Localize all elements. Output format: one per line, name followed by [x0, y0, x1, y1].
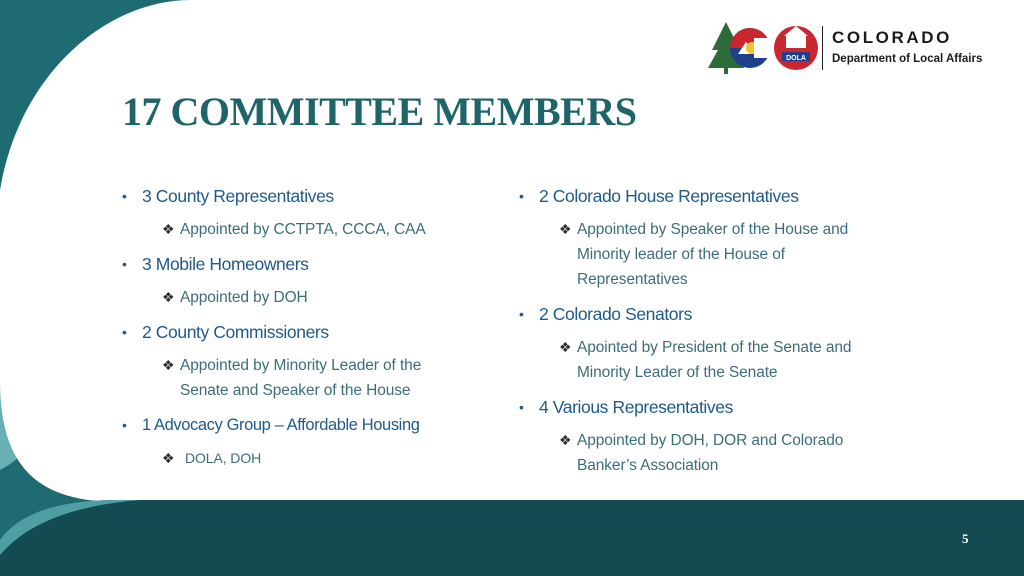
sub-bullet-text: Appointed by CCTPTA, CCCA, CAA — [180, 221, 426, 238]
bullet-dot-icon: • — [519, 306, 524, 322]
bullet-item — [122, 412, 462, 438]
bullet-dot-icon: • — [122, 256, 127, 272]
sub-bullet-text: Appointed by DOH — [180, 289, 308, 306]
bullet-item — [122, 183, 462, 209]
logo-divider — [822, 26, 823, 70]
diamond-bullet-icon: ❖ — [162, 221, 175, 237]
slide-title: 17 COMMITTEE MEMBERS — [122, 89, 637, 134]
bullet-heading: 1 Advocacy Group – Affordable Housing — [142, 416, 420, 434]
sub-bullet-item — [122, 446, 462, 471]
sub-bullet-text: Apointed by President of the Senate and Minority Leader of the Senate — [577, 339, 852, 381]
bullet-dot-icon: • — [519, 188, 524, 204]
page-number: 5 — [962, 531, 969, 546]
diamond-bullet-icon: ❖ — [162, 450, 175, 466]
sub-bullet-item — [519, 428, 859, 478]
sub-bullet-item — [122, 285, 462, 310]
diamond-bullet-icon: ❖ — [162, 289, 175, 305]
sub-bullet-text: DOLA, DOH — [185, 450, 262, 466]
diamond-bullet-icon: ❖ — [162, 357, 175, 373]
bullet-dot-icon: • — [122, 324, 127, 340]
bullet-dot-icon: • — [519, 399, 524, 415]
dola-badge-text: DOLA — [786, 55, 806, 62]
bullet-heading: 2 Colorado House Representatives — [539, 186, 799, 206]
sub-bullet-text: Appointed by DOH, DOR and Colorado Banker’s Association — [577, 432, 844, 474]
diamond-bullet-icon: ❖ — [559, 339, 572, 355]
bullet-item — [519, 301, 859, 327]
dola-badge-icon — [774, 26, 818, 70]
sub-bullet-item — [122, 217, 462, 242]
sub-bullet-text: Appointed by Speaker of the House and Minority leader of the House of Representatives — [577, 221, 849, 288]
bullet-item — [122, 319, 462, 345]
bullet-heading: 3 Mobile Homeowners — [142, 254, 309, 274]
bullet-heading: 4 Various Representatives — [539, 397, 733, 417]
bullet-item — [519, 183, 859, 209]
bullet-item — [519, 394, 859, 420]
sub-bullet-item — [519, 217, 859, 292]
bullet-heading: 2 County Commissioners — [142, 322, 329, 342]
right-column — [519, 183, 859, 487]
bullet-heading: 2 Colorado Senators — [539, 304, 692, 324]
diamond-bullet-icon: ❖ — [559, 432, 572, 448]
sub-bullet-item — [519, 335, 859, 385]
logo-state-name: COLORADO — [832, 28, 952, 47]
sub-bullet-text: Appointed by Minority Leader of the Senate and Speaker of the House — [180, 357, 422, 399]
bullet-dot-icon: • — [122, 417, 127, 433]
sub-bullet-item — [122, 353, 462, 403]
bullet-heading: 3 County Representatives — [142, 186, 334, 206]
diamond-bullet-icon: ❖ — [559, 221, 572, 237]
bullet-dot-icon: • — [122, 188, 127, 204]
left-column — [122, 183, 462, 480]
logo-department-name: Department of Local Affairs — [832, 53, 983, 65]
bullet-item — [122, 251, 462, 277]
colorado-c-icon — [730, 28, 770, 68]
